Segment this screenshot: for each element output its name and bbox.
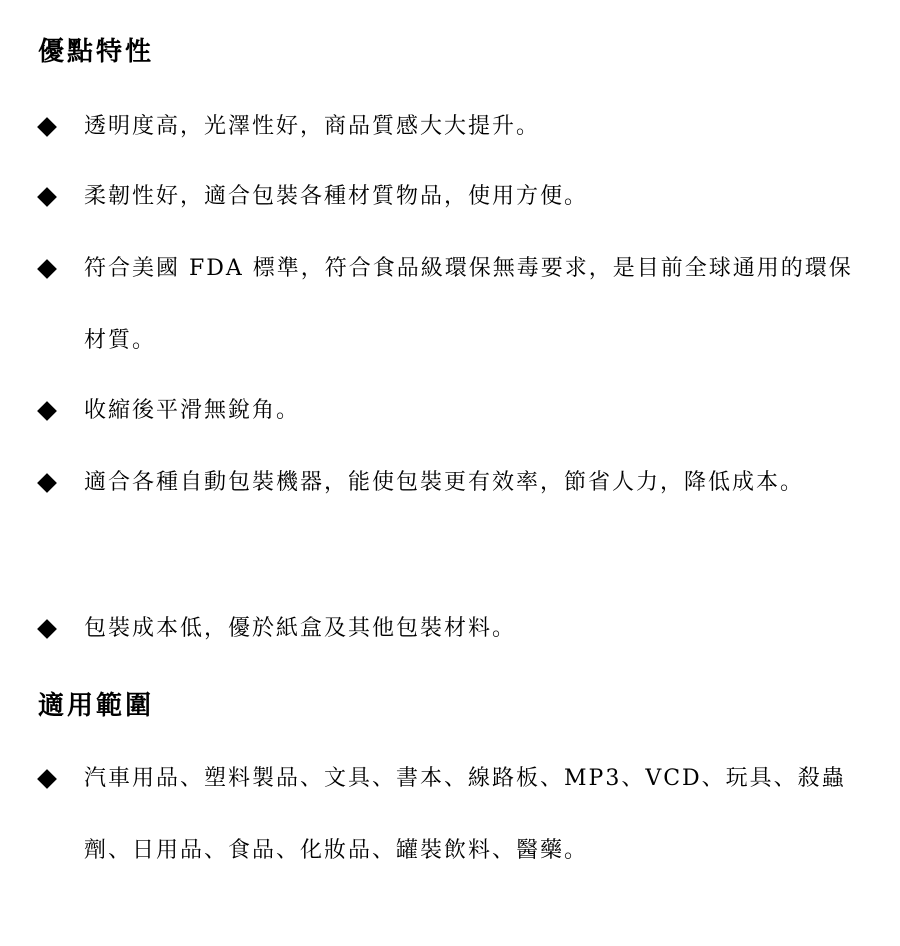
- diamond-bullet-icon: [37, 401, 57, 421]
- list-item-text: 收縮後平滑無銳角。: [84, 398, 301, 423]
- list-item-text: 柔韌性好，適合包裝各種材質物品，使用方便。: [84, 184, 589, 209]
- section-heading-advantages: 優點特性: [38, 37, 155, 67]
- diamond-bullet-icon: [37, 117, 57, 137]
- section-heading-applications: 適用範圍: [38, 691, 155, 721]
- list-item-text: 透明度高，光澤性好，商品質感大大提升。: [84, 114, 541, 139]
- diamond-bullet-icon: [37, 187, 57, 207]
- list-item-text: 汽車用品、塑料製品、文具、書本、線路板、MP3、VCD、玩具、殺蟲劑、日用品、食品、化妝品、罐裝飲料、醫藥。: [84, 766, 846, 863]
- list-item-text: 符合美國 FDA 標準，符合食品級環保無毒要求，是目前全球通用的環保材質。: [84, 256, 853, 353]
- list-item-text: 包裝成本低，優於紙盒及其他包裝材料。: [84, 616, 517, 641]
- diamond-bullet-icon: [37, 473, 57, 493]
- diamond-bullet-icon: [37, 769, 57, 789]
- diamond-bullet-icon: [37, 259, 57, 279]
- diamond-bullet-icon: [37, 619, 57, 639]
- list-item-text: 適合各種自動包裝機器，能使包裝更有效率，節省人力，降低成本。: [84, 470, 805, 495]
